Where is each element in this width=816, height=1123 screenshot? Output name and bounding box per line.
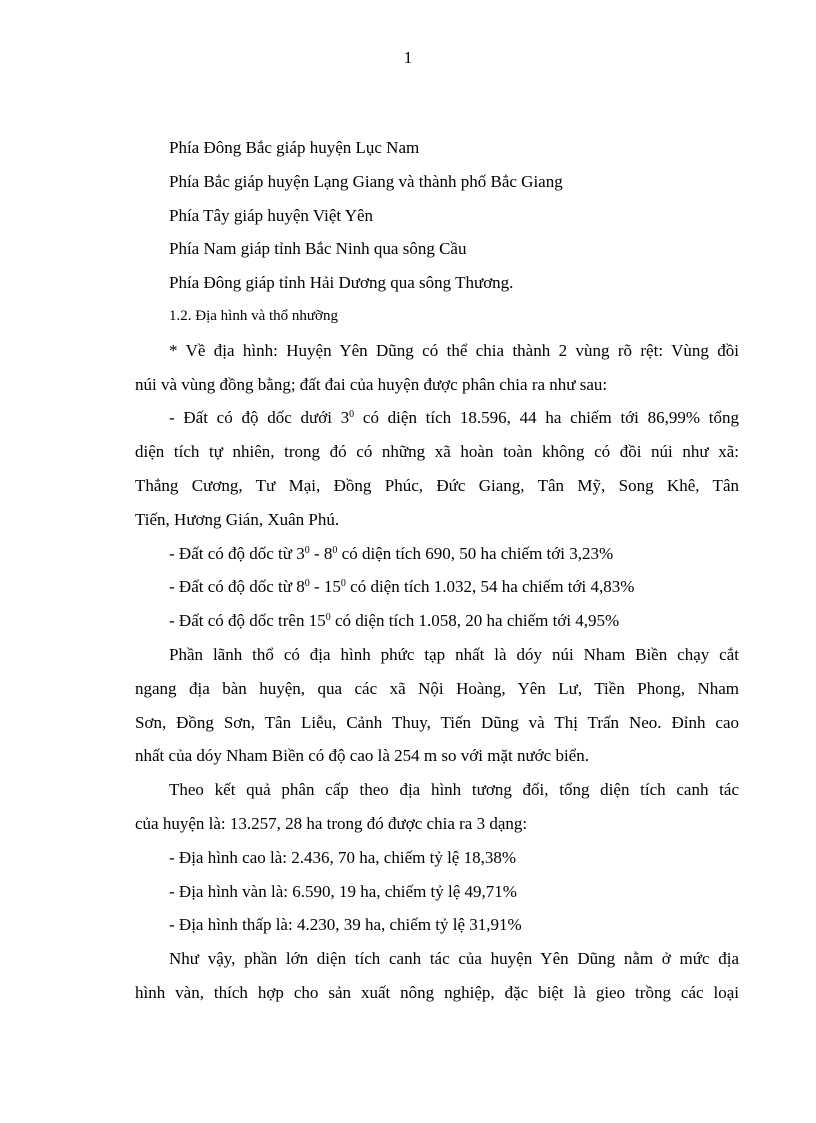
slope-text: có diện tích 18.596, 44 ha chiếm tới 86,99% tổng: [354, 408, 739, 428]
range-paragraph-line: ngang địa bàn huyện, qua các xã Nội Hoàng, Yên Lư, Tiền Phong, Nham: [135, 678, 739, 698]
slope-text: - Đất có độ dốc từ 8: [169, 577, 305, 597]
range-paragraph-line: nhất của dóy Nham Biền có độ cao là 254 m so với mặt nước biển.: [135, 746, 589, 766]
border-south: Phía Nam giáp tỉnh Bắc Ninh qua sông Cầu: [169, 239, 467, 259]
slope-item-1-line: Thắng Cương, Tư Mại, Đồng Phúc, Đức Giang, Tân Mỹ, Song Khê, Tân: [135, 475, 739, 495]
terrain-high: - Địa hình cao là: 2.436, 70 ha, chiếm tỷ lệ 18,38%: [169, 847, 516, 867]
terrain-low: - Địa hình thấp là: 4.230, 39 ha, chiếm tỷ lệ 31,91%: [169, 915, 522, 935]
slope-text: - Đất có độ dốc trên 15: [169, 611, 326, 631]
degree-mark: 0: [325, 612, 331, 624]
degree-mark: 0: [304, 544, 310, 556]
range-paragraph-line: Phần lãnh thổ có địa hình phức tạp nhất là dóy núi Nham Biền chạy cắt: [169, 644, 739, 664]
slope-text: có diện tích 1.058, 20 ha chiếm tới 4,95%: [330, 611, 620, 631]
slope-item-1: [135, 401, 739, 435]
classification-line: của huyện là: 13.257, 28 ha trong đó được chia ra 3 dạng:: [135, 813, 528, 833]
slope-item-2: [135, 537, 739, 571]
classification-line: Theo kết quả phân cấp theo địa hình tương đối, tổng diện tích canh tác: [169, 780, 739, 800]
terrain-mid: - Địa hình vàn là: 6.590, 19 ha, chiếm tỷ lệ 49,71%: [169, 881, 517, 901]
document-body: [135, 131, 739, 1010]
conclusion-line: hình vàn, thích hợp cho sản xuất nông nghiệp, đặc biệt là gieo trồng các loại: [135, 982, 739, 1002]
slope-text: - 15: [309, 577, 341, 597]
section-heading: 1.2. Địa hình và thổ nhưỡng: [169, 307, 338, 324]
slope-text: - 8: [309, 543, 333, 563]
slope-item-1-line: diện tích tự nhiên, trong đó có những xã hoàn toàn không có đồi núi như xã:: [135, 442, 739, 462]
slope-text: - Đất có độ dốc từ 3: [169, 543, 305, 563]
slope-item-1-line: Tiến, Hương Gián, Xuân Phú.: [135, 509, 340, 529]
slope-item-3: [135, 570, 739, 604]
degree-mark: 0: [304, 578, 310, 590]
conclusion-line: Như vậy, phần lớn diện tích canh tác của huyện Yên Dũng nằm ở mức địa: [169, 949, 739, 969]
degree-mark: 0: [349, 409, 355, 421]
border-east: Phía Đông giáp tỉnh Hải Dương qua sông Thương.: [169, 273, 514, 293]
slope-text: - Đất có độ dốc dưới 3: [169, 408, 350, 428]
border-west: Phía Tây giáp huyện Việt Yên: [169, 205, 374, 225]
slope-text: có diện tích 1.032, 54 ha chiếm tới 4,83%: [345, 577, 635, 597]
terrain-intro-line: * Về địa hình: Huyện Yên Dũng có thể chia thành 2 vùng rõ rệt: Vùng đồi: [169, 340, 739, 360]
terrain-intro-line: núi và vùng đồng bằng; đất đai của huyện được phân chia ra như sau:: [135, 374, 608, 394]
border-north: Phía Bắc giáp huyện Lạng Giang và thành phố Bắc Giang: [169, 171, 563, 191]
page-number: 1: [403, 48, 413, 67]
degree-mark: 0: [332, 544, 338, 556]
slope-text: có diện tích 690, 50 ha chiếm tới 3,23%: [337, 543, 614, 563]
range-paragraph-line: Sơn, Đồng Sơn, Tân Liễu, Cảnh Thuy, Tiến Dũng và Thị Trấn Neo. Đỉnh cao: [135, 712, 739, 732]
degree-mark: 0: [340, 578, 346, 590]
slope-item-4: [135, 604, 739, 638]
border-northeast: Phía Đông Bắc giáp huyện Lục Nam: [169, 138, 420, 157]
